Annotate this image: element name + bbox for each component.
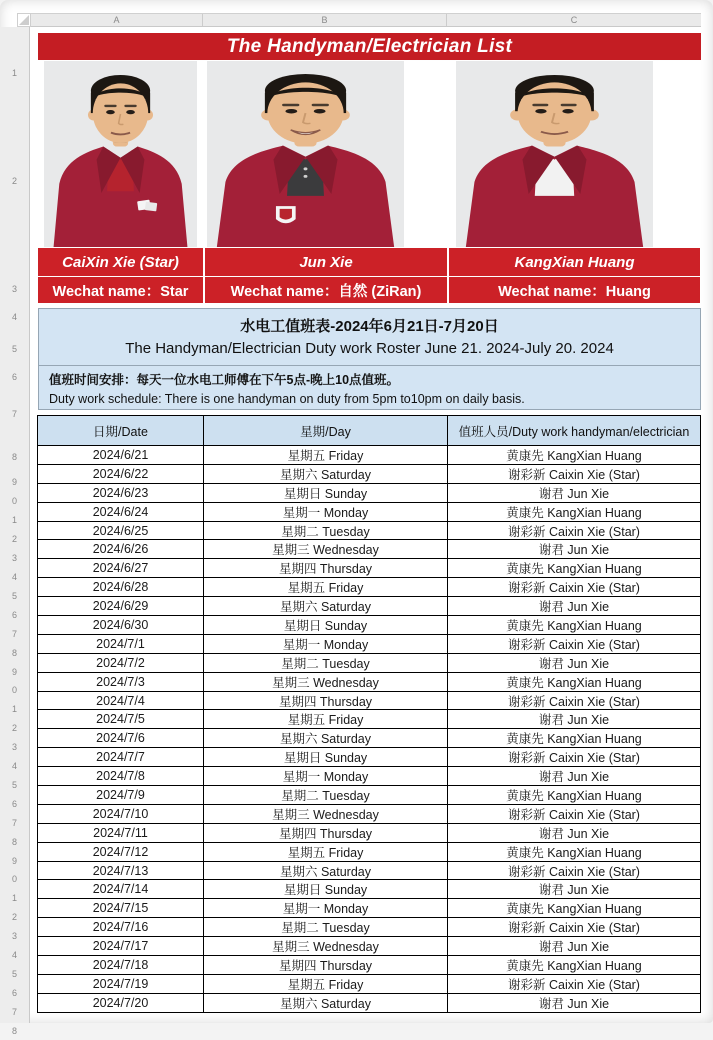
portrait-illustration	[44, 61, 197, 247]
portrait-illustration	[207, 61, 404, 247]
cell-date[interactable]: 2024/6/27	[38, 559, 204, 577]
cell-person[interactable]: 黄康先 KangXian Huang	[506, 788, 642, 803]
row-number[interactable]: 3	[11, 284, 17, 294]
cell-date[interactable]: 2024/7/17	[38, 937, 204, 955]
cell-date[interactable]: 2024/7/20	[38, 994, 204, 1012]
select-all-corner[interactable]	[17, 13, 31, 27]
cell-person[interactable]: 谢君 Jun Xie	[538, 656, 610, 671]
cell-person[interactable]: 谢彩新 Caixin Xie (Star)	[508, 807, 640, 822]
schedule-note-panel[interactable]	[38, 365, 701, 410]
cell-person[interactable]: 谢君 Jun Xie	[538, 486, 610, 501]
cell-person[interactable]: 谢君 Jun Xie	[538, 883, 610, 898]
cell-day[interactable]: 星期五 Friday	[204, 446, 448, 464]
cell-date[interactable]: 2024/7/4	[38, 692, 204, 710]
portrait-illustration	[456, 61, 653, 247]
row-number[interactable]: 1	[11, 704, 17, 715]
cell-date[interactable]: 2024/7/9	[38, 786, 204, 804]
row-number[interactable]: 4	[11, 761, 17, 772]
cell-person[interactable]: 谢君 Jun Xie	[538, 713, 610, 728]
cell-day[interactable]: 星期四 Thursday	[204, 956, 448, 974]
cell-person[interactable]: 黄康先 KangXian Huang	[506, 675, 642, 690]
table-row	[38, 578, 700, 597]
cell-person[interactable]: 谢彩新 Caixin Xie (Star)	[508, 467, 640, 482]
cell-person[interactable]: 黄康先 KangXian Huang	[506, 618, 642, 633]
cell-person[interactable]: 黄康先 KangXian Huang	[506, 959, 642, 973]
cell-date[interactable]: 2024/7/1	[38, 635, 204, 653]
wechat-name: Wechat name：自然 (ZiRan)	[230, 283, 422, 300]
table-row	[38, 937, 700, 956]
cell-person[interactable]: 谢君 Jun Xie	[538, 826, 610, 841]
cell-person[interactable]: 谢彩新 Caixin Xie (Star)	[508, 864, 640, 879]
cell-day[interactable]: 星期二 Tuesday	[204, 918, 448, 936]
cell-day[interactable]: 星期五 Friday	[204, 578, 448, 596]
cell-date[interactable]: 2024/6/30	[38, 616, 204, 634]
cell-day[interactable]: 星期日 Sunday	[204, 484, 448, 502]
table-row	[38, 956, 700, 975]
row-number[interactable]: 4	[11, 312, 17, 322]
table-row	[38, 616, 700, 635]
cell-day[interactable]: 星期四 Thursday	[204, 692, 448, 710]
row-number[interactable]: 0	[11, 685, 17, 696]
table-row	[38, 767, 700, 786]
row-number[interactable]: 1	[11, 68, 17, 78]
cell-day[interactable]: 星期四 Thursday	[204, 559, 448, 577]
table-row	[38, 597, 700, 616]
row-number[interactable]: 8	[11, 1025, 17, 1036]
column-header-strip	[31, 13, 701, 27]
table-row	[38, 805, 700, 824]
cell-day[interactable]: 星期五 Friday	[204, 710, 448, 728]
row-number[interactable]: 9	[11, 477, 17, 488]
column-header-c[interactable]: C	[570, 15, 578, 25]
row-number[interactable]: 6	[11, 987, 17, 998]
cell-date[interactable]: 2024/7/10	[38, 805, 204, 823]
person-name: KangXian Huang	[514, 253, 635, 271]
cell-person[interactable]: 黄康先 KangXian Huang	[506, 732, 642, 747]
row-number[interactable]: 8	[11, 836, 17, 847]
column-header-b[interactable]: B	[203, 14, 447, 26]
header-person[interactable]: 值班人员/Duty work handyman/electrician	[458, 424, 690, 439]
cell-person[interactable]: 黄康先 KangXian Huang	[506, 562, 642, 577]
cell-person[interactable]: 谢彩新 Caixin Xie (Star)	[508, 921, 640, 936]
name-cell-caixin-xie[interactable]	[38, 248, 203, 276]
row-number[interactable]: 5	[11, 969, 17, 980]
cell-day[interactable]: 星期五 Friday	[204, 975, 448, 993]
table-row	[38, 673, 700, 692]
cell-day[interactable]: 星期六 Saturday	[204, 994, 448, 1012]
table-row	[38, 635, 700, 654]
cell-person[interactable]: 黄康先 KangXian Huang	[506, 505, 642, 520]
table-row	[38, 503, 700, 522]
cell-date[interactable]: 2024/6/22	[38, 465, 204, 483]
cell-day[interactable]: 星期一 Monday	[204, 767, 448, 785]
column-header-a[interactable]: A	[31, 14, 203, 26]
row-number[interactable]: 6	[11, 798, 17, 809]
portrait-photo-kangxian-huang[interactable]	[456, 61, 653, 247]
wechat-cell-jun-xie[interactable]	[205, 277, 447, 303]
row-number[interactable]: 4	[11, 571, 17, 582]
roster-title-panel[interactable]	[38, 308, 701, 366]
cell-person[interactable]: 谢君 Jun Xie	[538, 996, 610, 1011]
cell-date[interactable]: 2024/7/12	[38, 843, 204, 861]
row-number[interactable]: 1	[11, 515, 17, 526]
table-row	[38, 559, 700, 578]
cell-day[interactable]: 星期三 Wednesday	[204, 540, 448, 558]
cell-date[interactable]: 2024/6/25	[38, 522, 204, 540]
cell-person[interactable]: 谢彩新 Caixin Xie (Star)	[508, 694, 640, 709]
cell-date[interactable]: 2024/7/6	[38, 729, 204, 747]
cell-day[interactable]: 星期一 Monday	[204, 635, 448, 653]
table-row	[38, 975, 700, 994]
sheet-title: The Handyman/Electrician List	[226, 35, 513, 57]
portrait-photo-caixin-xie[interactable]	[44, 61, 197, 247]
roster-table-header	[37, 415, 701, 446]
cell-day[interactable]: 星期六 Saturday	[204, 465, 448, 483]
cell-person[interactable]: 谢彩新 Caixin Xie (Star)	[508, 751, 640, 766]
cell-date[interactable]: 2024/6/29	[38, 597, 204, 615]
table-row	[38, 522, 700, 541]
row-number[interactable]: 5	[11, 779, 17, 790]
cell-day[interactable]: 星期三 Wednesday	[204, 805, 448, 823]
cell-date[interactable]: 2024/6/21	[38, 446, 204, 464]
row-number[interactable]: 3	[11, 742, 17, 753]
cell-day[interactable]: 星期一 Monday	[204, 899, 448, 917]
cell-person[interactable]: 谢彩新 Caixin Xie (Star)	[508, 977, 640, 992]
row-number[interactable]: 6	[11, 609, 17, 620]
header-day[interactable]: 星期/Day	[204, 416, 448, 445]
table-row	[38, 748, 700, 767]
schedule-note-en: Duty work schedule: There is one handyman on duty from 5pm to10pm on daily basis.	[49, 392, 525, 406]
roster-title-cn: 水电工值班表-2024年6月21日-7月20日	[240, 318, 499, 335]
person-name: Jun Xie	[299, 253, 353, 271]
cell-date[interactable]: 2024/7/14	[38, 880, 204, 898]
cell-person[interactable]: 黄康先 KangXian Huang	[506, 902, 642, 917]
cell-person[interactable]: 黄康先 KangXian Huang	[506, 845, 642, 860]
row-number[interactable]: 2	[11, 176, 17, 186]
cell-date[interactable]: 2024/7/8	[38, 767, 204, 785]
table-row	[38, 692, 700, 711]
row-number[interactable]: 0	[11, 874, 17, 885]
cell-day[interactable]: 星期日 Sunday	[204, 880, 448, 898]
schedule-note-cn: 值班时间安排：每天一位水电工师傅在下午5点-晚上10点值班。	[49, 373, 400, 387]
row-number[interactable]: 7	[11, 1006, 17, 1017]
table-row	[38, 540, 700, 559]
cell-date[interactable]: 2024/6/24	[38, 503, 204, 521]
cell-date[interactable]: 2024/6/28	[38, 578, 204, 596]
row-number[interactable]: 5	[11, 344, 17, 354]
row-number[interactable]: 8	[11, 452, 17, 462]
row-number[interactable]: 7	[11, 817, 17, 828]
roster-table-body	[37, 446, 701, 1013]
row-number[interactable]: 6	[11, 372, 17, 382]
sheet-title-cell[interactable]	[38, 33, 701, 60]
cell-date[interactable]: 2024/7/3	[38, 673, 204, 691]
row-number[interactable]: 3	[11, 553, 17, 564]
wechat-cell-kangxian-huang[interactable]	[449, 277, 700, 303]
row-number[interactable]: 0	[11, 496, 17, 507]
cell-date[interactable]: 2024/6/23	[38, 484, 204, 502]
cell-day[interactable]: 星期六 Saturday	[204, 862, 448, 880]
table-row	[38, 899, 700, 918]
duty-roster-table	[37, 415, 701, 1013]
row-number[interactable]: 9	[11, 666, 17, 677]
cell-date[interactable]: 2024/7/16	[38, 918, 204, 936]
cell-date[interactable]: 2024/7/18	[38, 956, 204, 974]
cell-date[interactable]: 2024/7/5	[38, 710, 204, 728]
table-row	[38, 654, 700, 673]
header-date[interactable]: 日期/Date	[38, 416, 204, 445]
cell-day[interactable]: 星期四 Thursday	[204, 824, 448, 842]
cell-day[interactable]: 星期六 Saturday	[204, 729, 448, 747]
row-number-list	[0, 473, 29, 1040]
cell-person[interactable]: 黄康先 KangXian Huang	[506, 448, 642, 463]
row-number[interactable]: 8	[11, 647, 17, 658]
table-row	[38, 918, 700, 937]
cell-date[interactable]: 2024/7/7	[38, 748, 204, 766]
cell-day[interactable]: 星期二 Tuesday	[204, 786, 448, 804]
table-row	[38, 465, 700, 484]
cell-person[interactable]: 谢彩新 Caixin Xie (Star)	[508, 637, 640, 652]
cell-date[interactable]: 2024/6/26	[38, 540, 204, 558]
roster-title-en: The Handyman/Electrician Duty work Roster June 21. 2024-July 20. 2024	[125, 340, 614, 357]
cell-person[interactable]: 谢彩新 Caixin Xie (Star)	[508, 524, 640, 539]
table-row	[38, 824, 700, 843]
row-number[interactable]: 2	[11, 912, 17, 923]
row-number[interactable]: 9	[11, 855, 17, 866]
cell-day[interactable]: 星期二 Tuesday	[204, 654, 448, 672]
wechat-cell-caixin-xie[interactable]	[38, 277, 203, 303]
table-row	[38, 729, 700, 748]
row-number[interactable]: 5	[11, 590, 17, 601]
name-cell-jun-xie[interactable]	[205, 248, 447, 276]
cell-date[interactable]: 2024/7/19	[38, 975, 204, 993]
cell-day[interactable]: 星期二 Tuesday	[204, 522, 448, 540]
row-number[interactable]: 2	[11, 534, 17, 545]
row-number[interactable]: 7	[11, 628, 17, 639]
table-row	[38, 994, 700, 1013]
row-number[interactable]: 3	[11, 931, 17, 942]
cell-person[interactable]: 谢君 Jun Xie	[538, 940, 610, 955]
cell-date[interactable]: 2024/7/15	[38, 899, 204, 917]
name-cell-kangxian-huang[interactable]	[449, 248, 700, 276]
table-row	[38, 862, 700, 881]
cell-day[interactable]: 星期六 Saturday	[204, 597, 448, 615]
cell-person[interactable]: 谢彩新 Caixin Xie (Star)	[508, 581, 640, 596]
portrait-photo-jun-xie[interactable]	[207, 61, 404, 247]
cell-day[interactable]: 星期日 Sunday	[204, 748, 448, 766]
row-number[interactable]: 7	[11, 409, 17, 419]
cell-date[interactable]: 2024/7/11	[38, 824, 204, 842]
cell-date[interactable]: 2024/7/2	[38, 654, 204, 672]
cell-date[interactable]: 2024/7/13	[38, 862, 204, 880]
wechat-name: Wechat name：Star	[52, 283, 189, 300]
cell-day[interactable]: 星期日 Sunday	[204, 616, 448, 634]
table-row	[38, 484, 700, 503]
wechat-name: Wechat name：Huang	[498, 283, 651, 300]
table-row	[38, 710, 700, 729]
row-number-gutter	[0, 27, 30, 1036]
cell-day[interactable]: 星期一 Monday	[204, 503, 448, 521]
cell-person[interactable]: 谢君 Jun Xie	[538, 770, 610, 785]
cell-day[interactable]: 星期三 Wednesday	[204, 937, 448, 955]
cell-day[interactable]: 星期三 Wednesday	[204, 673, 448, 691]
row-number[interactable]: 1	[11, 893, 17, 904]
row-number[interactable]: 4	[11, 950, 17, 961]
person-name: CaiXin Xie (Star)	[62, 253, 179, 271]
cell-person[interactable]: 谢君 Jun Xie	[538, 600, 610, 615]
cell-day[interactable]: 星期五 Friday	[204, 843, 448, 861]
row-number[interactable]: 2	[11, 723, 17, 734]
table-row	[38, 880, 700, 899]
cell-person[interactable]: 谢君 Jun Xie	[538, 543, 610, 558]
table-row	[38, 843, 700, 862]
table-row	[38, 786, 700, 805]
table-row	[38, 446, 700, 465]
